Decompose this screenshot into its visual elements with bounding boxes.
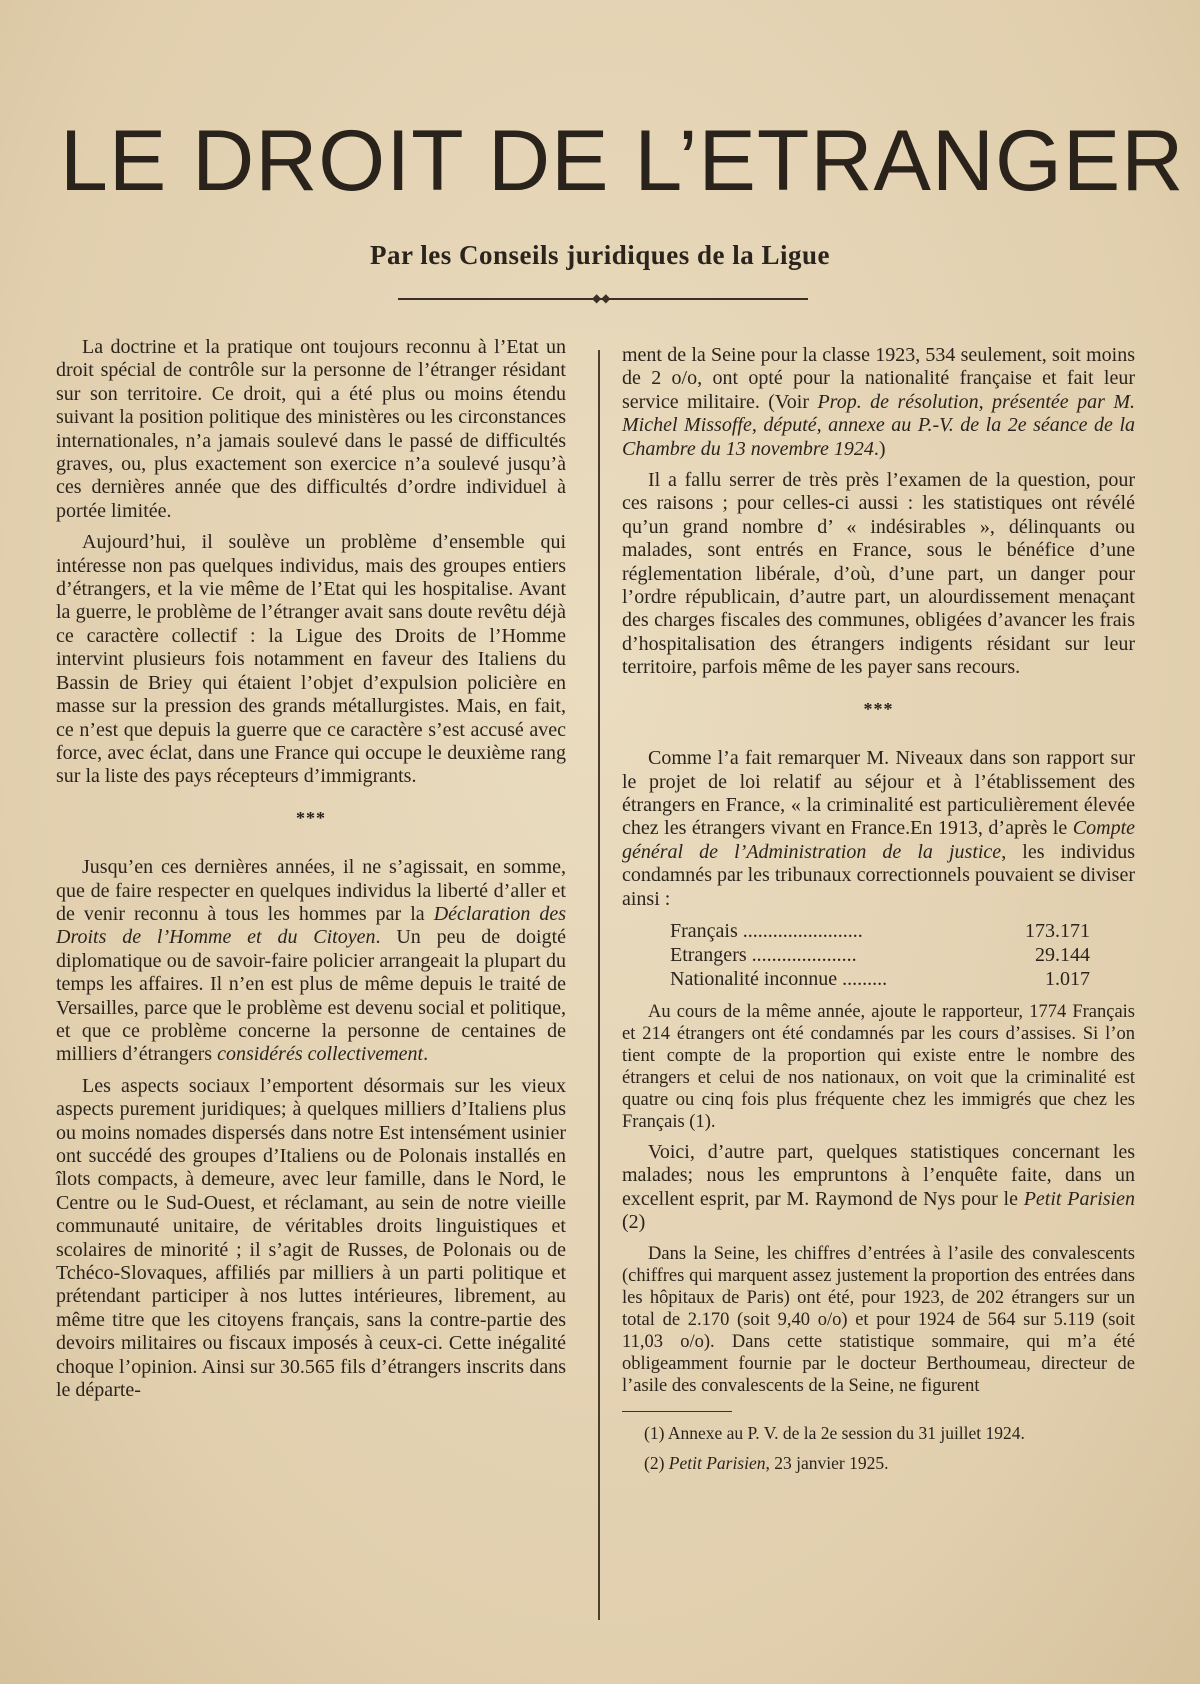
asterism: ***: [296, 807, 326, 828]
paragraph: Au cours de la même année, ajoute le rapporteur, 1774 Français et 214 étrangers ont été condamnés par les cours d’assises. Si l’on tient compte de la proportion qui existe entre le nombre des étrangers et celui de nos nationaux, on voit que la criminalité est quatre ou cinq fois plus fréquente chez les immigrés que chez les Français (1).: [622, 1001, 1135, 1132]
footnote-rule: [622, 1411, 732, 1412]
asterism: ***: [863, 698, 894, 719]
paragraph: ment de la Seine pour la classe 1923, 534 seulement, soit moins de 2 o/o, ont opté pour la nationalité française et fait leur service militaire. (Voir Prop. de résolution, présentée par M. Michel Missoffe, député, annexe au P.-V. de la 2e séance de la Chambre du 13 novembre 1924.): [622, 344, 1135, 460]
left-column: [56, 336, 566, 1410]
paragraph: Dans la Seine, les chiffres d’entrées à l’asile des convalescents (chiffres qui marquent assez justement la proportion des entrées dans les hôpitaux de Paris) ont été, pour 1923, de 202 étrangers sur un total de 2.170 (soit 9,40 o/o) et pour 1924 de 564 sur 5.119 (soit 11,03 o/o). Dans cette statistique sommaire, qui m’a été obligeamment fournie par le docteur Berthoumeau, directeur de l’asile des convalescents de la Seine, ne figurent: [622, 1243, 1135, 1396]
paragraph: Jusqu’en ces dernières années, il ne s’agissait, en somme, que de faire respecter en quelques individus la liberté d’aller et de venir reconnu à tous les hommes par la Déclaration des Droits de l’Homme et du Citoyen. Un peu de doigté diplomatique ou de savoir-faire policier arrangeait la plupart du temps les affaires. Il n’en est plus de même depuis le traité de Versailles, parce que le problème est devenu social et politique, et que ce problème concerne la personne de centaines de milliers d’étrangers considérés collectivement.: [56, 856, 567, 1066]
rule-ornament-icon: ◆◆: [592, 291, 611, 305]
paragraph: Voici, d’autre part, quelques statistiques concernant les malades; nous les empruntons à l’enquête faite, dans un excellent esprit, par M. Raymond de Nys pour le Petit Parisien (2): [622, 1140, 1135, 1234]
paragraph: Les aspects sociaux l’emportent désormais sur les vieux aspects purement juridiques; à quelques milliers d’Italiens plus ou moins nomades dispersés dans notre Est intensément usinier ont succédé des groupes d’Italiens ou de Polonais installés en îlots compacts, à demeure, avec leur famille, dans le Nord, le Centre ou le Sud-Ouest, et réclamant, au sein de notre vieille communauté unitaire, de véritables droits linguistiques et scolaires de minorité ; il s’agit de Russes, de Polonais ou de Tchéco-Slovaques, affiliés par milliers à un parti politique et prétendant participer à nos luttes intérieures, librement, au même titre que les citoyens français, sans la contre-partie des devoirs militaires ou fiscaux imposés à ceux-ci. Cette inégalité choque l’opinion. Ainsi sur 30.565 fils d’étrangers inscrits dans le départe-: [56, 1074, 566, 1402]
footnote: (2) Petit Parisien, 23 janvier 1925.: [644, 1452, 889, 1473]
statistics-row: Français ........................ 173.171: [670, 919, 1090, 942]
statistics-row: Etrangers ..................... 29.144: [670, 943, 1090, 966]
article-title: LE DROIT DE L’ETRANGER: [60, 113, 1185, 209]
paragraph: Il a fallu serrer de très près l’examen de la question, pour ces raisons ; pour celles-ci aussi : les statistiques ont révélé qu’un grand nombre d’ « indésirables », délinquants ou malades, sont entrés en France, sous le bénéfice d’une réglementation libérale, d’où, d’une part, un danger pour l’ordre républicain, d’autre part, un alourdissement menaçant des charges fiscales des communes, obligées d’avancer les frais d’hospitalisation des étrangers indigents résidant sur leur territoire, parfois même de les payer sans recours.: [622, 469, 1135, 679]
column-divider: [598, 350, 600, 1620]
article-subtitle: Par les Conseils juridiques de la Ligue: [369, 240, 831, 270]
footnote: (1) Annexe au P. V. de la 2e session du 31 juillet 1924.: [644, 1422, 1025, 1443]
statistics-row: Nationalité inconnue ......... 1.017: [670, 967, 1090, 990]
statistics-table: [670, 919, 1090, 991]
paragraph: Comme l’a fait remarquer M. Niveaux dans son rapport sur le projet de loi relatif au séjour et à l’établissement des étrangers en France, « la criminalité est particulièrement élevée chez les étrangers vivant en France.En 1913, d’après le Compte général de l’Administration de la justice, les individus condamnés par les tribunaux correctionnels pouvaient se diviser ainsi :: [622, 747, 1135, 910]
paragraph: Aujourd’hui, il soulève un problème d’ensemble qui intéresse non pas quelques individus, mais des groupes entiers d’étrangers, et la vie même de l’Etat qui les hospitalise. Avant la guerre, le problème de l’étranger avait sans doute revêtu déjà ce caractère collectif : la Ligue des Droits de l’Homme intervint plusieurs fois notamment en faveur des Italiens du Bassin de Briey qui étaient l’objet d’expulsion policière en masse sur la pression des grands métallurgistes. Mais, en fait, ce n’est que depuis la guerre que ce caractère s’est accusé avec force, avec éclat, dans une France qui occupe le deuxième rang sur la liste des pays récepteurs d’immigrants.: [56, 531, 566, 788]
paragraph: La doctrine et la pratique ont toujours reconnu à l’Etat un droit spécial de contrôle sur la personne de l’étranger résidant sur son territoire. Ce droit, qui a été plus ou moins étendu suivant la position politique des ministères ou les circonstances internationales, n’a jamais soulevé dans le passé de difficultés graves, ou, plus exactement son exercice n’a soulevé jusqu’à ces dernières année que des difficultés d’ordre individuel à portée limitée.: [56, 336, 566, 522]
right-column: [622, 344, 1135, 1482]
